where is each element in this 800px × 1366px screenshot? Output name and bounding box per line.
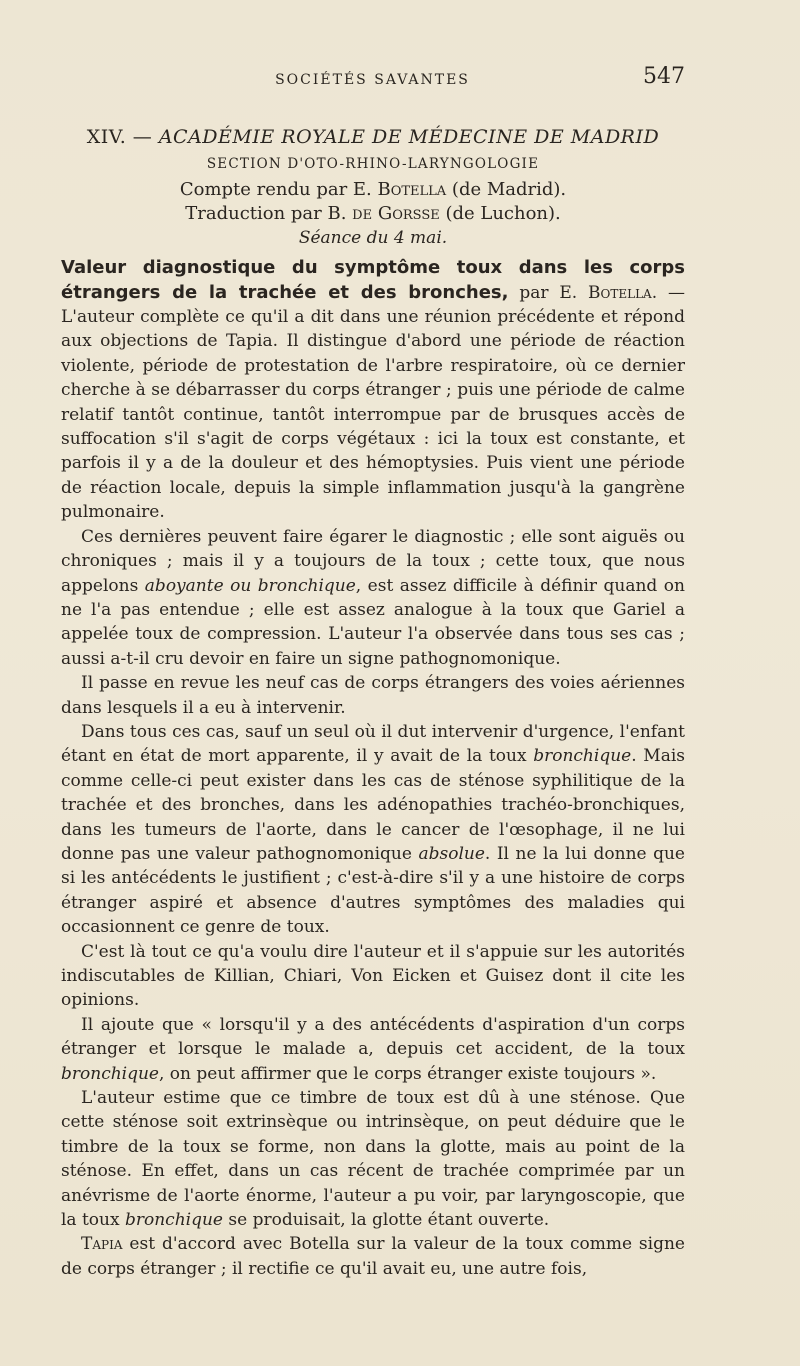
paragraph-8 bbox=[61, 1232, 685, 1281]
page-header bbox=[60, 64, 685, 94]
paragraph-7-part-b: se produisait, la glotte étant ouverte. bbox=[222, 1210, 550, 1231]
paragraph-7-emphasis: bronchique bbox=[124, 1210, 223, 1231]
paragraph-2-part-a: Ces dernières peuvent faire égarer le diagnostic ; elle sont aiguës ou chroniques ; mais il y a toujours de la toux ; cette toux, que nous appelons bbox=[61, 526, 685, 596]
paragraph-6-part-a: Il ajoute que « lorsqu'il y a des antécédents d'aspiration d'un corps étranger et lorsque le malade a, depuis cet accident, de la toux bbox=[61, 1014, 685, 1060]
seance-date: Séance du 4 mai. bbox=[298, 227, 448, 248]
page-content bbox=[61, 125, 685, 1281]
compte-rendu-author: Botella bbox=[377, 178, 447, 200]
paragraph-4-part-a: Dans tous ces cas, sauf un seul où il dut intervenir d'urgence, l'enfant étant en état de mort apparente, il y avait de la toux bbox=[61, 721, 685, 767]
article-author: Botella bbox=[588, 282, 652, 303]
paragraph-8-name: Tapia bbox=[81, 1234, 123, 1255]
paragraph-1-text: . — L'auteur complète ce qu'il a dit dans une réunion précédente et répond aux objections de Tapia. Il distingue d'abord une période de réaction violente, période de protestation de l'arbre respiratoire, où ce dernier cherche à se débarrasser du corps étranger ; puis une période de calme relatif tantôt continue, tantôt interrompue par de brusques accès de suffocation s'il s'agit de corps végétaux : ici la toux est constante, et parfois il y a de la douleur et des hémoptysies. Puis vient une période de réaction locale, depuis la simple inflammation jusqu'à la gangrène pulmonaire. bbox=[61, 282, 685, 523]
compte-rendu-line bbox=[61, 178, 685, 202]
paragraph-6-part-b: , on peut affirmer que le corps étranger existe toujours ». bbox=[159, 1063, 657, 1084]
paragraph-5: C'est là tout ce qu'a voulu dire l'auteur et il s'appuie sur les autorités indiscutables de Killian, Chiari, Von Eicken et Guisez dont il cite les opinions. bbox=[61, 941, 685, 1011]
compte-rendu-suffix: (de Madrid). bbox=[446, 178, 567, 200]
article-author-prefix: par E. bbox=[508, 282, 589, 303]
paragraph-8-text: est d'accord avec Botella sur la valeur de la toux comme signe de corps étranger ; il rectifie ce qu'il avait eu, une autre fois, bbox=[61, 1234, 685, 1279]
paragraph-1 bbox=[61, 256, 685, 524]
paragraph-4 bbox=[61, 720, 685, 940]
subsection-heading: SECTION D'OTO-RHINO-LARYNGOLOGIE bbox=[206, 156, 540, 173]
paragraph-4-part-b: . Mais comme celle-ci peut exister dans les cas de sténose syphilitique de la trachée et des bronches, dans les adénopathies trachéo-bronchiques, dans les tumeurs de l'aorte, dans le cancer de l'œsophage, il ne lui donne pas une valeur pathognomonique bbox=[61, 746, 685, 864]
traduction-suffix: (de Luchon). bbox=[439, 202, 561, 224]
article-title: Valeur diagnostique du symptôme toux dans les corps étrangers de la trachée et des bronches, bbox=[61, 257, 685, 303]
paragraph-2-part-b: , est assez difficile à définir quand on ne l'a pas entendue ; elle est assez analogue à la toux que Gariel a appelée toux de compression. L'auteur l'a observée dans tous ses cas ; aussi a-t-il cru devoir en faire un signe pathognomonique. bbox=[61, 575, 685, 669]
traduction-prefix: Traduction par B. bbox=[185, 202, 353, 224]
traduction-line bbox=[61, 202, 685, 226]
paragraph-6-emphasis: bronchique bbox=[61, 1063, 159, 1084]
paragraph-7 bbox=[61, 1086, 685, 1232]
section-title-text: ACADÉMIE ROYALE DE MÉDECINE DE MADRID bbox=[158, 126, 660, 148]
paragraph-2 bbox=[61, 525, 685, 671]
paragraph-7-part-a: L'auteur estime que ce timbre de toux est dû à une sténose. Que cette sténose soit extrinsèque ou intrinsèque, on peut déduire que le timbre de la toux se forme, non dans la glotte, mais au point de la sténose. En effet, dans un cas récent de trachée comprimée par un anévrisme de l'aorte énorme, l'auteur a pu voir, par laryngoscopie, que la toux bbox=[61, 1088, 685, 1231]
traduction-particle: de bbox=[352, 202, 373, 224]
section-number: XIV. — bbox=[86, 126, 153, 148]
paragraph-2-emphasis: aboyante ou bronchique bbox=[144, 575, 356, 596]
traduction-author: Gorsse bbox=[372, 202, 440, 224]
paragraph-3: Il passe en revue les neuf cas de corps étrangers des voies aériennes dans lesquels il a eu à intervenir. bbox=[61, 673, 685, 718]
paragraph-4-emphasis-2: absolue bbox=[418, 843, 485, 864]
paragraph-6 bbox=[61, 1013, 685, 1086]
paragraph-4-part-c: . Il ne la lui donne que si les antécédents le justifient ; c'est-à-dire s'il y a une histoire de corps étranger aspiré et absence d'autres symptômes des maladies qui occasionnent ce genre de toux. bbox=[61, 843, 685, 938]
page-number: 547 bbox=[643, 64, 685, 89]
running-head: SOCIÉTÉS SAVANTES bbox=[275, 72, 470, 88]
paragraph-4-emphasis-1: bronchique bbox=[533, 746, 632, 767]
compte-rendu-prefix: Compte rendu par E. bbox=[179, 178, 378, 200]
section-title bbox=[61, 125, 685, 149]
